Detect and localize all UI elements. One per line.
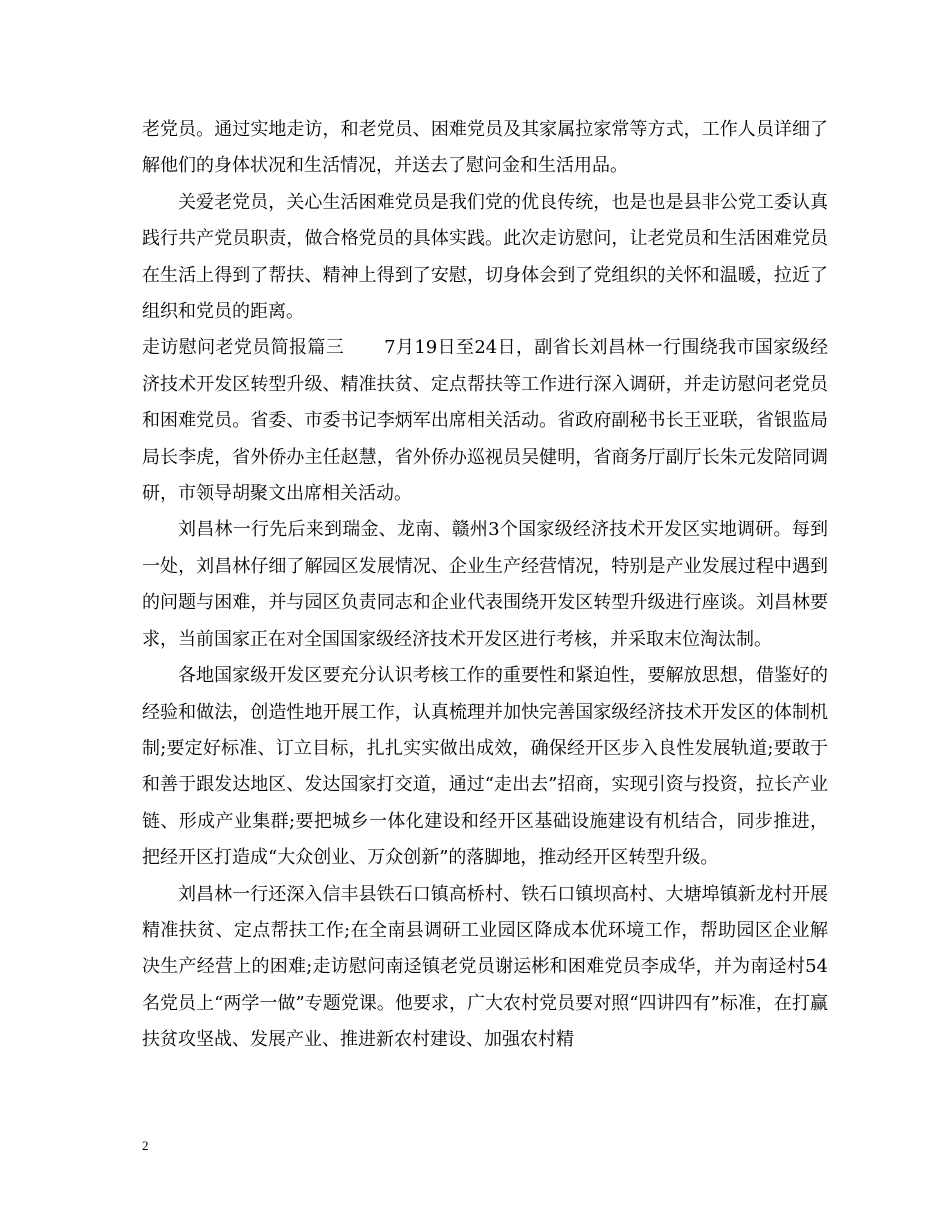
section-lead: 7月19日至24日，副省长刘昌林一行围绕我市国家级经济技术开发区转型升级、精准扶贫、定点帮扶等工作进行深入调研，并走访慰问老党员和困难党员。省委、市委书记李炳军出席相关活动。省政府副秘书长王亚联，省银监局局长李虎，省外侨办主任赵慧，省外侨办巡视员吴健明，省商务厅副厅长朱元发陪同调研，市领导胡聚文出席相关活动。 — [142, 337, 828, 505]
paragraph-6: 刘昌林一行还深入信丰县铁石口镇高桥村、铁石口镇坝高村、大塘埠镇新龙村开展精准扶贫、定点帮扶工作;在全南县调研工业园区降成本优环境工作，帮助园区企业解决生产经营上的困难;走访慰问南迳镇老党员谢运彬和困难党员李成华，并为南迳村54名党员上“两学一做”专题党课。他要求，广大农村党员要对照“四讲四有”标准，在打赢扶贫攻坚战、发展产业、推进新农村建设、加强农村精 — [142, 883, 828, 1051]
paragraph-5: 各地国家级开发区要充分认识考核工作的重要性和紧迫性，要解放思想，借鉴好的经验和做法，创造性地开展工作，认真梳理并加快完善国家级经济技术开发区的体制机制;要定好标准、订立目标，扎扎实实做出成效，确保经开区步入良性发展轨道;要敢于和善于跟发达地区、发达国家打交道，通过“走出去”招商，实现引资与投资，拉长产业链、形成产业集群;要把城乡一体化建设和经开区基础设施建设有机结合，同步推进，把经开区打造成“大众创业、万众创新”的落脚地，推动经开区转型升级。 — [142, 665, 828, 869]
section-heading: 走访慰问老党员简报篇三 — [142, 337, 345, 359]
document-page — [142, 112, 828, 1059]
paragraph-2: 关爱老党员，关心生活困难党员是我们党的优良传统，也是也是县非公党工委认真践行共产党员职责，做合格党员的具体实践。此次走访慰问，让老党员和生活困难党员在生活上得到了帮扶、精神上得到了安慰，切身体会到了党组织的关怀和温暖，拉近了组织和党员的距离。 — [142, 191, 828, 323]
page-number: 2 — [142, 1138, 149, 1153]
paragraph-1: 老党员。通过实地走访，和老党员、困难党员及其家属拉家常等方式，工作人员详细了解他们的身体状况和生活情况，并送去了慰问金和生活用品。 — [142, 119, 828, 177]
paragraph-4: 刘昌林一行先后来到瑞金、龙南、赣州3个国家级经济技术开发区实地调研。每到一处，刘昌林仔细了解园区发展情况、企业生产经营情况，特别是产业发展过程中遇到的问题与困难，并与园区负责同志和企业代表围绕开发区转型升级进行座谈。刘昌林要求，当前国家正在对全国国家级经济技术开发区进行考核，并采取末位淘汰制。 — [142, 519, 828, 650]
section-paragraph — [142, 330, 828, 512]
